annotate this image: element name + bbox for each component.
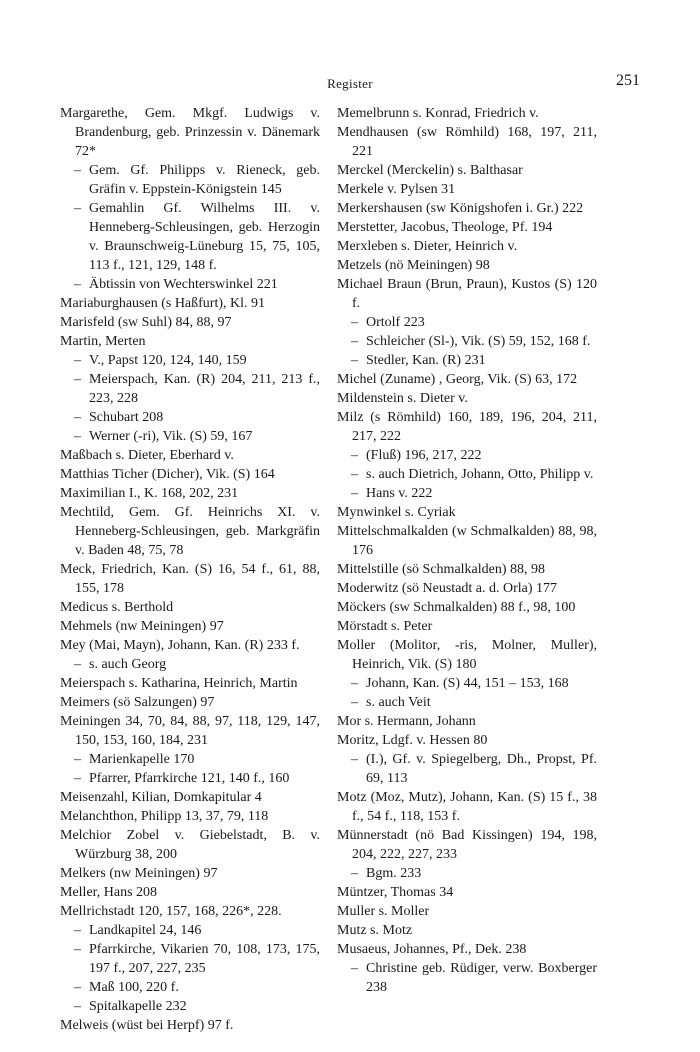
entry-text: s. auch Veit <box>366 695 431 710</box>
entry-text: V., Papst 120, 124, 140, 159 <box>89 353 247 368</box>
index-entry <box>337 218 597 237</box>
entry-text: s. auch Georg <box>89 657 167 672</box>
entry-text: Muller s. Moller <box>337 904 430 919</box>
entry-text: Mittelstille (sö Schmalkalden) 88, 98 <box>337 562 546 577</box>
entry-text: Mittelschmalkalden (w Schmalkalden) 88, 98, 176 <box>337 524 597 558</box>
entry-text: Gem. Gf. Philipps v. Rieneck, geb. Gräfin v. Eppstein-Königstein 145 <box>89 163 320 197</box>
entry-text: Motz (Moz, Mutz), Johann, Kan. (S) 15 f., 38 f., 54 f., 118, 153 f. <box>337 790 597 824</box>
subentry-dash: – <box>74 201 81 216</box>
subentry-dash: – <box>351 448 358 463</box>
index-entry <box>60 560 320 598</box>
index-subentry <box>60 370 320 408</box>
index-subentry <box>60 769 320 788</box>
subentry-dash: – <box>351 486 358 501</box>
index-entry <box>60 104 320 161</box>
index-entry <box>337 522 597 560</box>
entry-text: Moritz, Ldgf. v. Hessen 80 <box>337 733 488 748</box>
subentry-dash: – <box>74 999 81 1014</box>
subentry-dash: – <box>351 467 358 482</box>
index-entry <box>337 560 597 579</box>
index-entry <box>337 902 597 921</box>
entry-text: Hans v. 222 <box>366 486 433 501</box>
entry-text: Ortolf 223 <box>366 315 425 330</box>
entry-text: Marisfeld (sw Suhl) 84, 88, 97 <box>60 315 232 330</box>
subentry-dash: – <box>74 771 81 786</box>
subentry-dash: – <box>351 866 358 881</box>
entry-text: Münnerstadt (nö Bad Kissingen) 194, 198, 204, 222, 227, 233 <box>337 828 597 862</box>
index-subentry <box>60 275 320 294</box>
entry-text: Schubart 208 <box>89 410 164 425</box>
index-entry <box>337 370 597 389</box>
index-entry <box>60 503 320 560</box>
entry-text: Merstetter, Jacobus, Theologe, Pf. 194 <box>337 220 553 235</box>
index-entry <box>60 598 320 617</box>
index-entry <box>60 807 320 826</box>
index-entry <box>337 921 597 940</box>
index-subentry <box>60 351 320 370</box>
subentry-dash: – <box>74 410 81 425</box>
index-entry <box>60 826 320 864</box>
index-subentry <box>337 465 597 484</box>
index-entry <box>337 940 597 959</box>
entry-text: Stedler, Kan. (R) 231 <box>366 353 486 368</box>
subentry-dash: – <box>351 961 358 976</box>
subentry-dash: – <box>74 277 81 292</box>
entry-text: Werner (-ri), Vik. (S) 59, 167 <box>89 429 253 444</box>
entry-text: Melanchthon, Philipp 13, 37, 79, 118 <box>60 809 269 824</box>
entry-text: Mor s. Hermann, Johann <box>337 714 476 729</box>
subentry-dash: – <box>351 695 358 710</box>
entry-text: Maß 100, 220 f. <box>89 980 179 995</box>
subentry-dash: – <box>351 315 358 330</box>
index-entry <box>337 161 597 180</box>
index-entry <box>60 484 320 503</box>
subentry-dash: – <box>351 752 358 767</box>
entry-text: Margarethe, Gem. Mkgf. Ludwigs v. Brandenburg, geb. Prinzessin v. Dänemark 72* <box>60 106 320 159</box>
page-header <box>60 72 640 96</box>
entry-text: Moderwitz (sö Neustadt a. d. Orla) 177 <box>337 581 558 596</box>
index-subentry <box>337 332 597 351</box>
index-entry <box>60 693 320 712</box>
index-entry <box>60 446 320 465</box>
entry-text: Mariaburghausen (s Haßfurt), Kl. 91 <box>60 296 266 311</box>
index-entry <box>337 636 597 674</box>
entry-text: Merkele v. Pylsen 31 <box>337 182 456 197</box>
entry-text: Meiningen 34, 70, 84, 88, 97, 118, 129, 147, 150, 153, 160, 184, 231 <box>60 714 320 748</box>
entry-text: Christine geb. Rüdiger, verw. Boxberger 238 <box>366 961 597 995</box>
entry-text: Meimers (sö Salzungen) 97 <box>60 695 215 710</box>
entry-text: (Fluß) 196, 217, 222 <box>366 448 482 463</box>
entry-text: Bgm. 233 <box>366 866 422 881</box>
index-subentry <box>337 674 597 693</box>
entry-text: Pfarrkirche, Vikarien 70, 108, 173, 175, 197 f., 207, 227, 235 <box>89 942 320 976</box>
index-subentry <box>337 693 597 712</box>
index-subentry <box>337 313 597 332</box>
index-entry <box>60 465 320 484</box>
index-subentry <box>337 351 597 370</box>
entry-text: Meisenzahl, Kilian, Domkapitular 4 <box>60 790 262 805</box>
entry-text: Meierspach s. Katharina, Heinrich, Martin <box>60 676 298 691</box>
entry-text: Müntzer, Thomas 34 <box>337 885 454 900</box>
index-subentry <box>60 940 320 978</box>
entry-text: Mutz s. Motz <box>337 923 413 938</box>
index-subentry <box>60 408 320 427</box>
entry-text: Marienkapelle 170 <box>89 752 195 767</box>
subentry-dash: – <box>74 752 81 767</box>
subentry-dash: – <box>351 353 358 368</box>
entry-text: Mildenstein s. Dieter v. <box>337 391 468 406</box>
index-entry <box>337 788 597 826</box>
index-subentry <box>337 446 597 465</box>
index-entry <box>60 294 320 313</box>
index-subentry <box>60 750 320 769</box>
entry-text: Metzels (nö Meiningen) 98 <box>337 258 490 273</box>
entry-text: Meller, Hans 208 <box>60 885 158 900</box>
page-number: 251 <box>616 72 640 89</box>
index-entry <box>337 180 597 199</box>
subentry-dash: – <box>74 163 81 178</box>
index-column-right <box>337 104 597 997</box>
index-subentry <box>60 199 320 275</box>
subentry-dash: – <box>74 942 81 957</box>
index-column-left <box>60 104 320 1035</box>
index-entry <box>60 902 320 921</box>
index-entry <box>337 579 597 598</box>
entry-text: Matthias Ticher (Dicher), Vik. (S) 164 <box>60 467 275 482</box>
entry-text: Melweis (wüst bei Herpf) 97 f. <box>60 1018 234 1033</box>
index-entry <box>337 256 597 275</box>
entry-text: Gemahlin Gf. Wilhelms III. v. Henneberg-Schleusingen, geb. Herzogin v. Braunschweig-Lüneburg 15, 75, 105, 113 f., 121, 129, 148 f. <box>89 201 320 273</box>
entry-text: Meierspach, Kan. (R) 204, 211, 213 f., 223, 228 <box>89 372 320 406</box>
entry-text: Meck, Friedrich, Kan. (S) 16, 54 f., 61, 88, 155, 178 <box>60 562 320 596</box>
entry-text: Äbtissin von Wechterswinkel 221 <box>89 277 278 292</box>
index-entry <box>60 712 320 750</box>
index-entry <box>60 788 320 807</box>
index-subentry <box>337 959 597 997</box>
index-entry <box>60 636 320 655</box>
entry-text: Landkapitel 24, 146 <box>89 923 202 938</box>
index-entry <box>337 408 597 446</box>
entry-text: Mehmels (nw Meiningen) 97 <box>60 619 224 634</box>
entry-text: Johann, Kan. (S) 44, 151 – 153, 168 <box>366 676 569 691</box>
index-entry <box>60 883 320 902</box>
index-subentry <box>337 484 597 503</box>
index-entry <box>337 237 597 256</box>
index-subentry <box>337 864 597 883</box>
subentry-dash: – <box>351 334 358 349</box>
entry-text: Martin, Merten <box>60 334 146 349</box>
index-entry <box>337 883 597 902</box>
subentry-dash: – <box>74 980 81 995</box>
entry-text: (I.), Gf. v. Spiegelberg, Dh., Propst, Pf. 69, 113 <box>366 752 597 786</box>
index-entry <box>337 104 597 123</box>
subentry-dash: – <box>74 429 81 444</box>
entry-text: s. auch Dietrich, Johann, Otto, Philipp v. <box>366 467 594 482</box>
subentry-dash: – <box>74 372 81 387</box>
entry-text: Melkers (nw Meiningen) 97 <box>60 866 218 881</box>
index-entry <box>337 598 597 617</box>
running-title: Register <box>327 76 373 91</box>
entry-text: Mörstadt s. Peter <box>337 619 433 634</box>
index-subentry <box>337 750 597 788</box>
index-entry <box>60 1016 320 1035</box>
entry-text: Merckel (Merckelin) s. Balthasar <box>337 163 523 178</box>
index-entry <box>60 674 320 693</box>
index-subentry <box>60 655 320 674</box>
index-subentry <box>60 997 320 1016</box>
entry-text: Spitalkapelle 232 <box>89 999 187 1014</box>
index-entry <box>60 332 320 351</box>
entry-text: Maßbach s. Dieter, Eberhard v. <box>60 448 234 463</box>
entry-text: Moller (Molitor, -ris, Molner, Muller), Heinrich, Vik. (S) 180 <box>337 638 597 672</box>
entry-text: Mendhausen (sw Römhild) 168, 197, 211, 221 <box>337 125 597 159</box>
entry-text: Mellrichstadt 120, 157, 168, 226*, 228. <box>60 904 282 919</box>
entry-text: Möckers (sw Schmalkalden) 88 f., 98, 100 <box>337 600 576 615</box>
index-entry <box>337 712 597 731</box>
subentry-dash: – <box>74 353 81 368</box>
index-entry <box>337 731 597 750</box>
index-entry <box>60 864 320 883</box>
index-entry <box>337 123 597 161</box>
index-subentry <box>60 427 320 446</box>
index-entry <box>337 826 597 864</box>
entry-text: Michel (Zuname) , Georg, Vik. (S) 63, 172 <box>337 372 578 387</box>
entry-text: Schleicher (Sl-), Vik. (S) 59, 152, 168 f. <box>366 334 591 349</box>
entry-text: Michael Braun (Brun, Praun), Kustos (S) 120 f. <box>337 277 597 311</box>
index-subentry <box>60 978 320 997</box>
entry-text: Mynwinkel s. Cyriak <box>337 505 456 520</box>
entry-text: Melchior Zobel v. Giebelstadt, B. v. Würzburg 38, 200 <box>60 828 320 862</box>
index-subentry <box>60 921 320 940</box>
entry-text: Musaeus, Johannes, Pf., Dek. 238 <box>337 942 527 957</box>
subentry-dash: – <box>74 657 81 672</box>
index-entry <box>60 617 320 636</box>
entry-text: Mechtild, Gem. Gf. Heinrichs XI. v. Henneberg-Schleusingen, geb. Markgräfin v. Baden 48, 75, 78 <box>60 505 320 558</box>
entry-text: Merxleben s. Dieter, Heinrich v. <box>337 239 518 254</box>
entry-text: Mey (Mai, Mayn), Johann, Kan. (R) 233 f. <box>60 638 300 653</box>
index-entry <box>337 503 597 522</box>
index-entry <box>337 275 597 313</box>
index-entry <box>60 313 320 332</box>
index-entry <box>337 199 597 218</box>
index-entry <box>337 389 597 408</box>
entry-text: Medicus s. Berthold <box>60 600 174 615</box>
entry-text: Merkershausen (sw Königshofen i. Gr.) 222 <box>337 201 584 216</box>
entry-text: Pfarrer, Pfarrkirche 121, 140 f., 160 <box>89 771 290 786</box>
entry-text: Milz (s Römhild) 160, 189, 196, 204, 211, 217, 222 <box>337 410 597 444</box>
entry-text: Memelbrunn s. Konrad, Friedrich v. <box>337 106 539 121</box>
entry-text: Maximilian I., K. 168, 202, 231 <box>60 486 239 501</box>
index-entry <box>337 617 597 636</box>
index-subentry <box>60 161 320 199</box>
subentry-dash: – <box>351 676 358 691</box>
subentry-dash: – <box>74 923 81 938</box>
